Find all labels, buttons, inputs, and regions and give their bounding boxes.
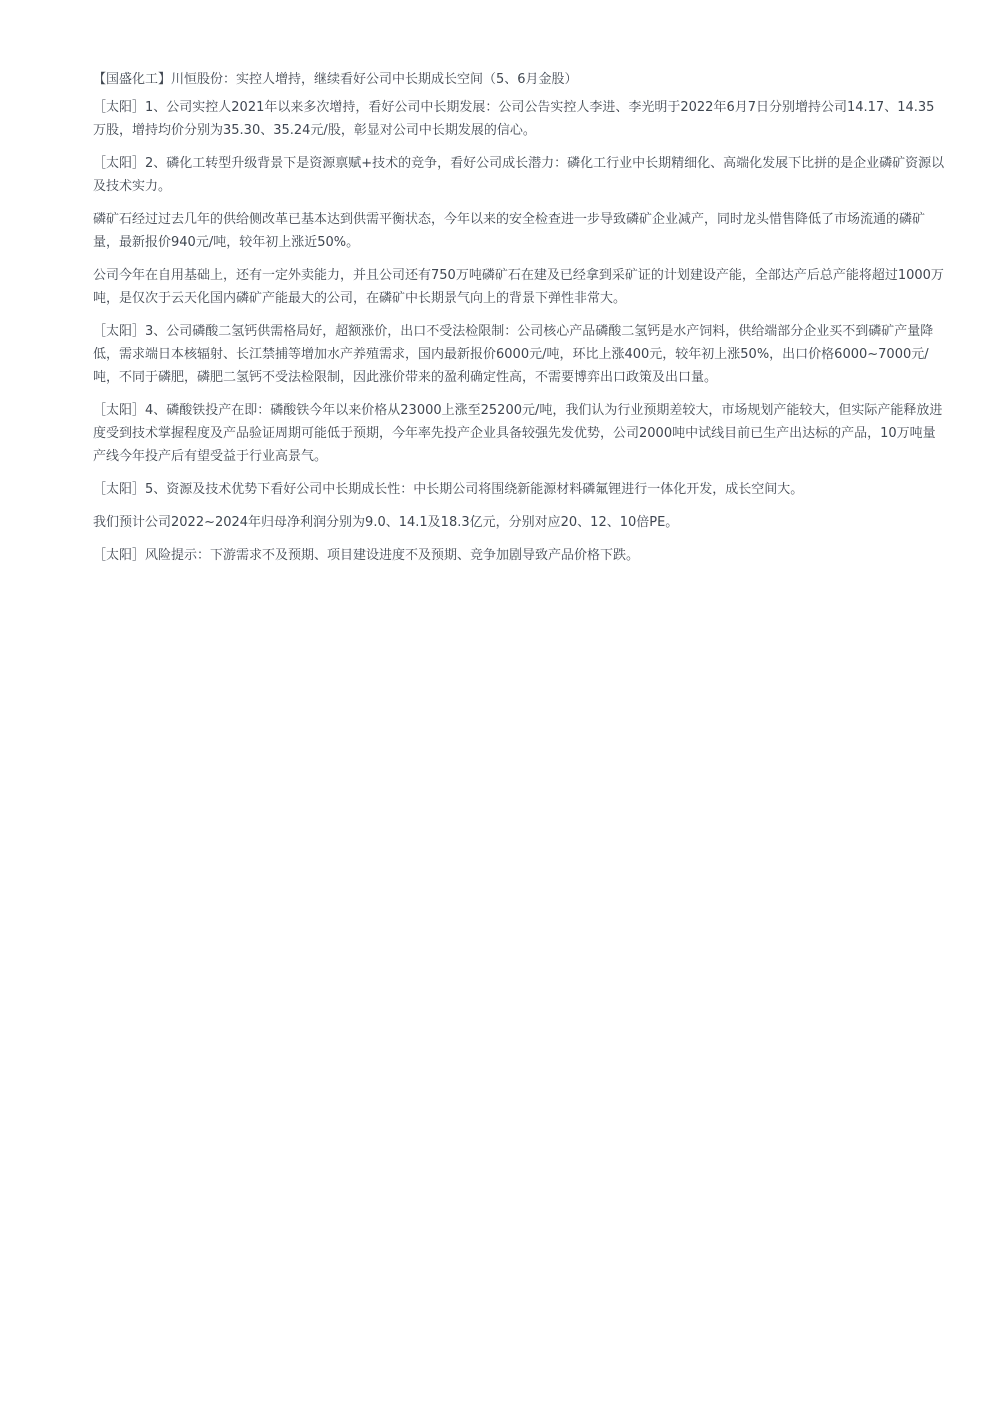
paragraph-8: 我们预计公司2022~2024年归母净利润分别为9.0、14.1及18.3亿元，分别对应20、12、10倍PE。 — [93, 515, 679, 530]
paragraph-6: ［太阳］4、磷酸铁投产在即：磷酸铁今年以来价格从23000上涨至25200元/吨，我们认为行业预期差较大，市场规划产能较大，但实际产能释放进度受到技术掌握程度及产品验证周期可能低于预期，今年率先投产企业具备较强先发优势，公司2000吨中试线目前已生产出达标的产品，10万吨量产线今年投产后有望受益于行业高景气。 — [93, 403, 943, 464]
paragraph-3: 磷矿石经过过去几年的供给侧改革已基本达到供需平衡状态，今年以来的安全检查进一步导致磷矿企业减产，同时龙头惜售降低了市场流通的磷矿量，最新报价940元/吨，较年初上涨近50%。 — [93, 212, 926, 250]
paragraph-9: ［太阳］风险提示：下游需求不及预期、项目建设进度不及预期、竞争加剧导致产品价格下跌。 — [93, 548, 640, 563]
paragraph-5: ［太阳］3、公司磷酸二氢钙供需格局好，超额涨价，出口不受法检限制：公司核心产品磷酸二氢钙是水产饲料，供给端部分企业买不到磷矿产量降低，需求端日本核辐射、长江禁捕等增加水产养殖需求，国内最新报价6000元/吨，环比上涨400元，较年初上涨50%，出口价格6000~7000元/吨，不同于磷肥，磷肥二氢钙不受法检限制，因此涨价带来的盈利确定性高，不需要博弈出口政策及出口量。 — [93, 324, 934, 385]
paragraph-1: ［太阳］1、公司实控人2021年以来多次增持，看好公司中长期发展：公司公告实控人李进、李光明于2022年6月7日分别增持公司14.17、14.35万股，增持均价分别为35.30、35.24元/股，彰显对公司中长期发展的信心。 — [93, 100, 935, 138]
paragraph-4: 公司今年在自用基础上，还有一定外卖能力，并且公司还有750万吨磷矿石在建及已经拿到采矿证的计划建设产能，全部达产后总产能将超过1000万吨，是仅次于云天化国内磷矿产能最大的公司，在磷矿中长期景气向上的背景下弹性非常大。 — [93, 268, 944, 306]
document-title: 【国盛化工】川恒股份：实控人增持，继续看好公司中长期成长空间（5、6月金股） — [93, 72, 578, 87]
paragraph-2: ［太阳］2、磷化工转型升级背景下是资源禀赋+技术的竞争，看好公司成长潜力：磷化工行业中长期精细化、高端化发展下比拼的是企业磷矿资源以及技术实力。 — [93, 156, 945, 194]
document-body — [93, 68, 945, 577]
paragraph-7: ［太阳］5、资源及技术优势下看好公司中长期成长性：中长期公司将围绕新能源材料磷氟锂进行一体化开发，成长空间大。 — [93, 482, 804, 497]
